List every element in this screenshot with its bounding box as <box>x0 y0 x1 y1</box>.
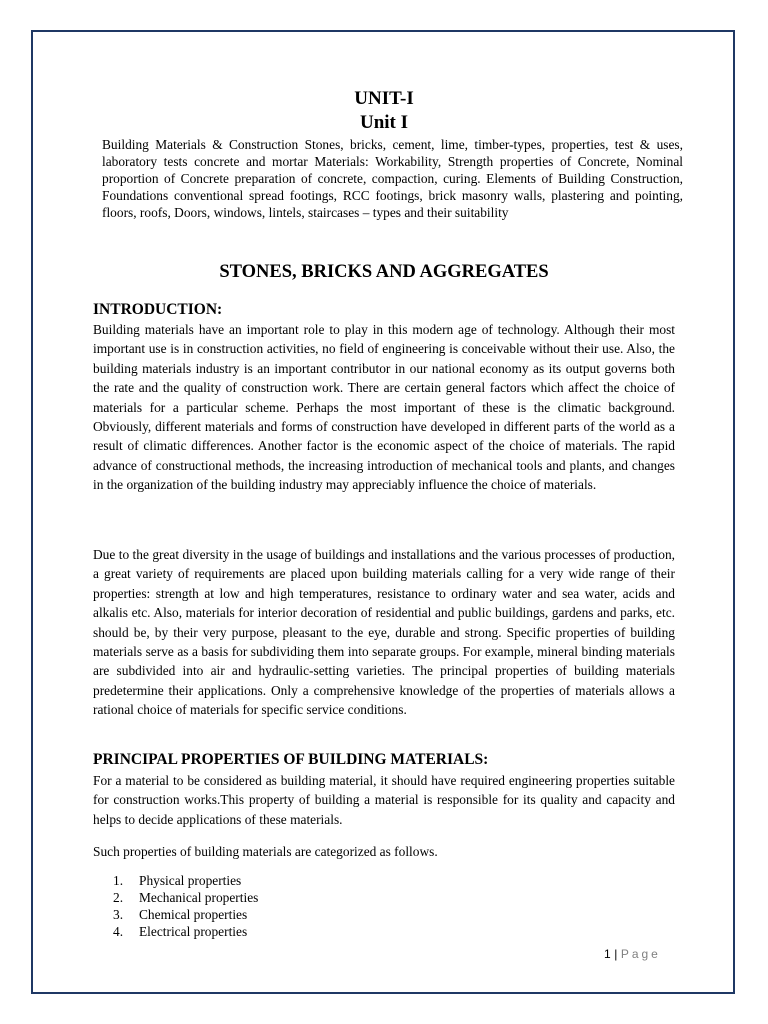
introduction-heading: INTRODUCTION: <box>93 301 223 318</box>
chapter-title: STONES, BRICKS AND AGGREGATES <box>219 262 549 282</box>
page-number: 1 <box>604 947 612 961</box>
footer-separator: | <box>614 947 618 961</box>
list-item-text: Physical properties <box>139 873 242 888</box>
list-item-text: Electrical properties <box>139 924 248 939</box>
list-item <box>113 872 258 889</box>
list-item-number: 4. <box>113 924 124 939</box>
introduction-paragraph-1: Building materials have an important role to play in this modern age of technology. Although their most important use is in construction activities, no field of engineering is conceivable without their use. Also, the building materials industry is an important contributor in our national economy as its output governs both the rate and the quality of construction work. There are certain general factors which affect the choice of materials for a particular scheme. Perhaps the most important of these is the climatic background. Obviously, different materials and forms of construction have developed in different parts of the world as a result of climatic differences. Another factor is the economic aspect of the choice of materials. The rapid advance of constructional methods, the increasing introduction of mechanical tools and plants, and changes in the organization of the building industry may appreciably influence the choice of materials. <box>93 322 675 493</box>
list-item-number: 1. <box>113 873 124 888</box>
principal-properties-paragraph: For a material to be considered as building material, it should have required engineering properties suitable for construction works.This property of building a material is responsible for its quality and capacity and helps to decide applications of these materials. <box>93 773 675 827</box>
list-item <box>113 923 258 940</box>
page-footer <box>604 947 661 961</box>
syllabus-text: Building Materials & Construction Stones, bricks, cement, lime, timber-types, properties, test & uses, laboratory tests concrete and mortar Materials: Workability, Strength properties of Concrete, Nominal proportion of Concrete preparation of concrete, compaction, curing. Elements of Building Construction, Foundations conventional spread footings, RCC footings, brick masonry walls, plastering and pointing, floors, roofs, Doors, windows, lintels, staircases – types and their suitability <box>102 137 683 220</box>
properties-list <box>113 872 258 940</box>
introduction-paragraph-2: Due to the great diversity in the usage of buildings and installations and the various processes of production, a great variety of requirements are placed upon building materials calling for a very wide range of their properties: strength at low and high temperatures, resistance to ordinary water and sea water, acids and alkalis etc. Also, materials for interior decoration of residential and public buildings, gardens and parks, etc. should be, by their very purpose, pleasant to the eye, durable and strong. Specific properties of building materials serve as a basis for subdividing them into separate groups. For example, mineral binding materials are subdivided into air and hydraulic-setting varieties. The principal properties of building materials predetermine their applications. Only a comprehensive knowledge of the properties of materials allows a rational choice of materials for specific service conditions. <box>93 547 675 718</box>
principal-properties-heading: PRINCIPAL PROPERTIES OF BUILDING MATERIALS: <box>93 751 489 768</box>
list-item-number: 2. <box>113 890 124 905</box>
properties-categories-intro: Such properties of building materials are categorized as follows. <box>93 844 438 859</box>
list-item-text: Mechanical properties <box>139 890 259 905</box>
list-item <box>113 906 258 923</box>
unit-subheading: Unit I <box>359 112 409 133</box>
page-label: Page <box>620 947 661 961</box>
list-item <box>113 889 258 906</box>
list-item-number: 3. <box>113 907 124 922</box>
list-item-text: Chemical properties <box>139 907 248 922</box>
unit-heading: UNIT-I <box>354 88 414 109</box>
